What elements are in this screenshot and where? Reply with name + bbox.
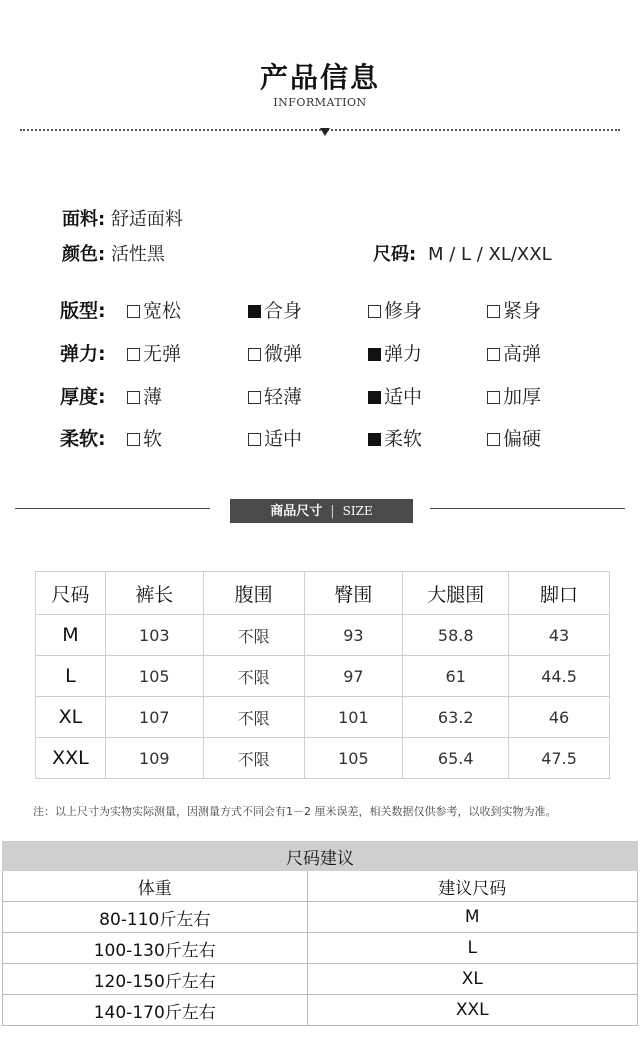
attribute-option-label: 柔软	[384, 428, 423, 450]
size-table-cell: 109	[105, 738, 203, 779]
recommend-size-cell: M	[307, 902, 637, 933]
size-section-title: 商品尺寸	[270, 504, 323, 519]
checkbox-icon	[248, 348, 261, 361]
fabric-label: 面料:	[62, 209, 106, 230]
attribute-option	[487, 339, 541, 366]
recommend-title-row	[3, 842, 638, 871]
recommend-size-cell: XXL	[307, 995, 637, 1026]
size-table-cell: 103	[105, 615, 203, 656]
attribute-option-label: 轻薄	[264, 386, 303, 408]
size-table-cell: 105	[304, 738, 403, 779]
recommend-weight-cell: 80-110斤左右	[3, 902, 308, 933]
recommend-title: 尺码建议	[3, 842, 638, 871]
fabric-value: 舒适面料	[110, 209, 183, 230]
attribute-option-label: 加厚	[503, 386, 542, 408]
attribute-option	[248, 424, 302, 451]
measurement-note: 注：以上尺寸为实物实际测量，因测量方式不同会有1－2 厘米误差，相关数据仅供参考，以收到实物为准。	[33, 805, 557, 818]
size-table-cell: 不限	[203, 738, 304, 779]
checked-box-icon	[248, 305, 261, 318]
attribute-label: 弹力:	[60, 343, 106, 365]
attribute-option-label: 适中	[384, 386, 423, 408]
recommend-row	[3, 995, 638, 1026]
attribute-row	[60, 296, 620, 326]
attribute-option	[248, 339, 302, 366]
triangle-down-icon	[320, 128, 330, 136]
recommend-size-cell: L	[307, 933, 637, 964]
size-table-row	[36, 656, 610, 697]
size-table-cell: 43	[509, 615, 610, 656]
attribute-option	[127, 339, 181, 366]
recommend-weight-cell: 120-150斤左右	[3, 964, 308, 995]
size-table-cell: 58.8	[403, 615, 509, 656]
checkbox-icon	[127, 433, 140, 446]
attribute-option	[127, 382, 162, 409]
size-table-cell: 101	[304, 697, 403, 738]
size-table-cell: 不限	[203, 656, 304, 697]
size-table-cell: 不限	[203, 615, 304, 656]
checkbox-icon	[127, 391, 140, 404]
size-table-cell: 65.4	[403, 738, 509, 779]
attribute-option	[368, 339, 422, 366]
size-table-header-cell: 裤长	[105, 572, 203, 615]
size-table-header-cell: 脚口	[509, 572, 610, 615]
attribute-option-label: 修身	[384, 300, 423, 322]
size-table-row	[36, 697, 610, 738]
attribute-option-label: 无弹	[143, 343, 182, 365]
size-table-cell: 44.5	[509, 656, 610, 697]
attribute-option	[368, 424, 422, 451]
attribute-label: 厚度:	[60, 386, 106, 408]
recommend-row	[3, 902, 638, 933]
size-recommend-table	[2, 841, 638, 1026]
attribute-option	[487, 424, 541, 451]
attribute-option-label: 高弹	[503, 343, 542, 365]
attribute-option-label: 薄	[143, 386, 163, 408]
attribute-option	[248, 382, 302, 409]
attribute-option	[487, 296, 541, 323]
size-value: M / L / XL/XXL	[427, 244, 552, 265]
checkbox-icon	[248, 433, 261, 446]
recommend-weight-cell: 100-130斤左右	[3, 933, 308, 964]
checked-box-icon	[368, 433, 381, 446]
size-table-header-cell: 尺码	[36, 572, 106, 615]
attribute-option	[368, 382, 422, 409]
fabric-info	[62, 205, 183, 231]
color-label: 颜色:	[62, 244, 106, 265]
attribute-option-label: 弹力	[384, 343, 423, 365]
size-table-header-cell: 大腿围	[403, 572, 509, 615]
size-table-header-cell: 臀围	[304, 572, 403, 615]
attribute-option-label: 微弹	[264, 343, 303, 365]
recommend-header-cell: 建议尺码	[307, 871, 637, 902]
recommend-header-cell: 体重	[3, 871, 308, 902]
attribute-option-label: 合身	[264, 300, 303, 322]
color-value: 活性黑	[110, 244, 165, 265]
size-table-size-cell: XL	[36, 697, 106, 738]
checkbox-icon	[487, 348, 500, 361]
checkbox-icon	[127, 348, 140, 361]
size-table-size-cell: XXL	[36, 738, 106, 779]
checkbox-icon	[487, 433, 500, 446]
recommend-header-row	[3, 871, 638, 902]
checkbox-icon	[487, 305, 500, 318]
section-line-left	[15, 508, 210, 509]
size-table-cell: 61	[403, 656, 509, 697]
checked-box-icon	[368, 391, 381, 404]
page-title: 产品信息	[259, 61, 380, 94]
size-table-cell: 63.2	[403, 697, 509, 738]
attribute-label: 柔软:	[60, 428, 106, 450]
section-line-right	[430, 508, 625, 509]
attribute-row	[60, 424, 620, 454]
checkbox-icon	[248, 391, 261, 404]
attribute-label: 版型:	[60, 300, 106, 322]
size-info	[373, 240, 552, 266]
size-table-header-cell: 腹围	[203, 572, 304, 615]
checked-box-icon	[368, 348, 381, 361]
size-section-divider: |	[330, 504, 335, 519]
size-table-cell: 46	[509, 697, 610, 738]
attribute-option-label: 适中	[264, 428, 303, 450]
recommend-weight-cell: 140-170斤左右	[3, 995, 308, 1026]
size-table-cell: 47.5	[509, 738, 610, 779]
recommend-size-cell: XL	[307, 964, 637, 995]
size-table-cell: 107	[105, 697, 203, 738]
size-table-row	[36, 615, 610, 656]
checkbox-icon	[368, 305, 381, 318]
size-table-row	[36, 738, 610, 779]
recommend-row	[3, 964, 638, 995]
page-subtitle: INFORMATION	[273, 96, 367, 109]
size-section-subtitle: SIZE	[342, 504, 373, 518]
recommend-row	[3, 933, 638, 964]
size-table-header-row	[36, 572, 610, 615]
attribute-option-label: 宽松	[143, 300, 182, 322]
size-table	[35, 571, 610, 779]
attribute-option	[248, 296, 302, 323]
color-info	[62, 240, 165, 266]
size-section-banner	[230, 499, 413, 523]
attribute-option	[487, 382, 541, 409]
checkbox-icon	[487, 391, 500, 404]
attribute-option	[127, 424, 162, 451]
size-table-size-cell: M	[36, 615, 106, 656]
attribute-row	[60, 339, 620, 369]
checkbox-icon	[127, 305, 140, 318]
size-label: 尺码:	[373, 244, 417, 265]
size-table-cell: 不限	[203, 697, 304, 738]
attribute-option-label: 偏硬	[503, 428, 542, 450]
size-table-cell: 93	[304, 615, 403, 656]
size-table-size-cell: L	[36, 656, 106, 697]
attribute-option-label: 软	[143, 428, 163, 450]
attribute-option-label: 紧身	[503, 300, 542, 322]
size-table-cell: 97	[304, 656, 403, 697]
attribute-row	[60, 382, 620, 412]
attribute-option	[368, 296, 422, 323]
size-table-cell: 105	[105, 656, 203, 697]
attribute-option	[127, 296, 181, 323]
